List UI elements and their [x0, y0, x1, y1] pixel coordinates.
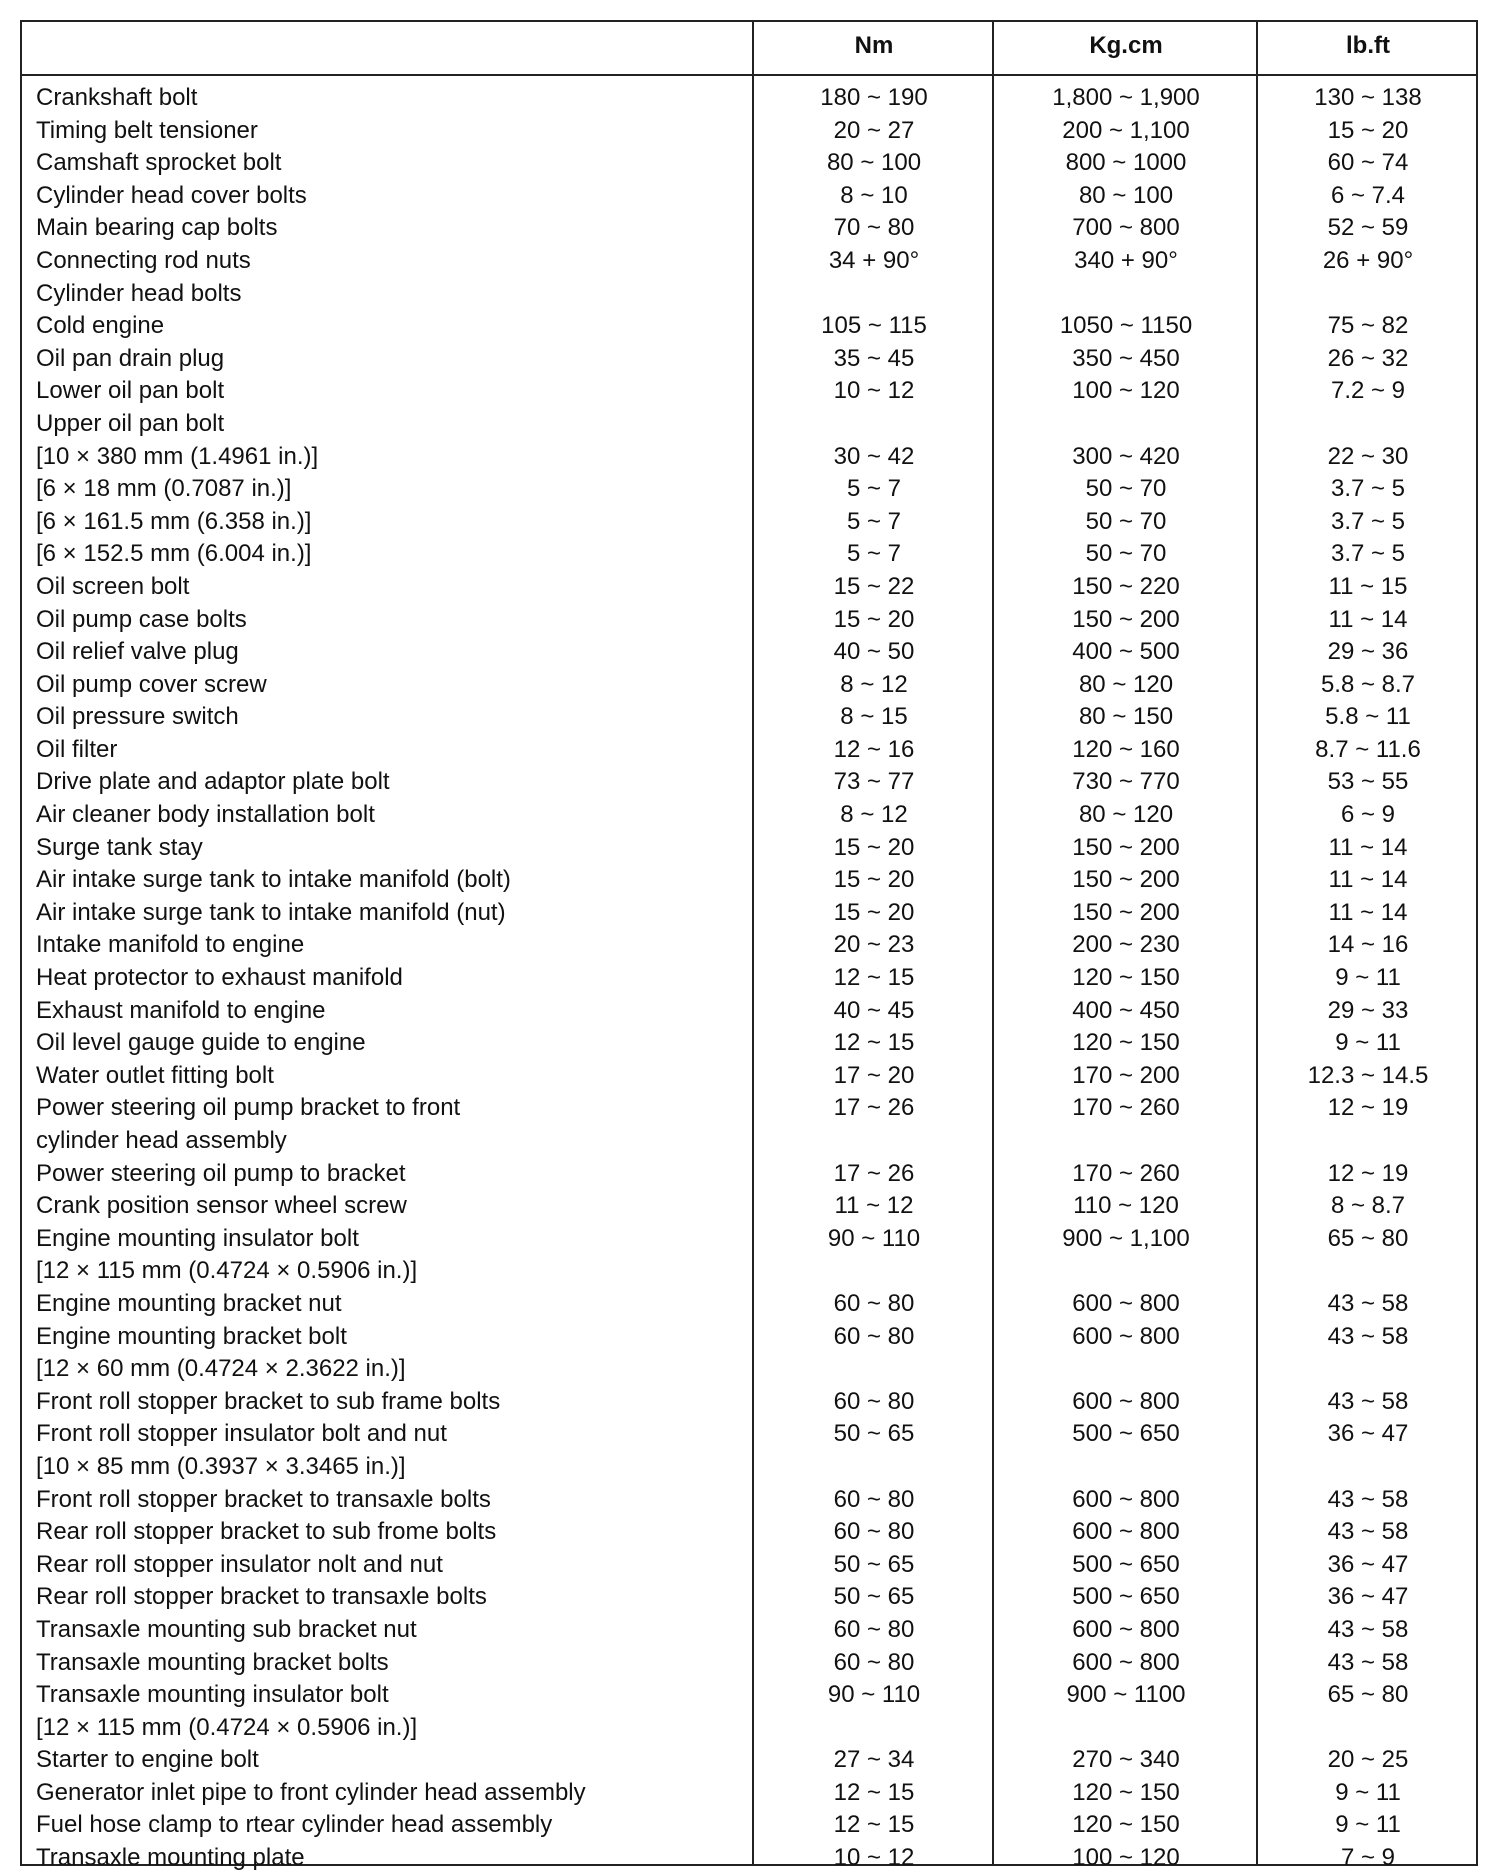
kgcm-value-cell: 800 ~ 1000: [1065, 149, 1187, 177]
item-name-cell: Heat protector to exhaust manifold: [36, 964, 403, 992]
nm-value-cell: 50 ~ 65: [833, 1420, 915, 1448]
lbft-value-cell: [1258, 1125, 1478, 1158]
table-row: [22, 1516, 1476, 1549]
kgcm-value-cell: 730 ~ 770: [1072, 768, 1180, 796]
item-name-cell: [10 × 380 mm (1.4961 in.)]: [36, 442, 319, 470]
nm-value-cell: 8 ~ 10: [840, 181, 908, 209]
table-row: [22, 1549, 1476, 1582]
nm-value-cell: 12 ~ 16: [833, 735, 915, 763]
kgcm-value-cell: 600 ~ 800: [1072, 1322, 1180, 1350]
lbft-value-cell: 12 ~ 19: [1327, 1159, 1409, 1187]
lbft-value-cell: [1258, 1712, 1478, 1745]
lbft-value-cell: 22 ~ 30: [1327, 442, 1409, 470]
kgcm-value-cell: 900 ~ 1,100: [1062, 1224, 1190, 1252]
nm-value-cell: 10 ~ 12: [833, 1844, 915, 1872]
nm-value-cell: [754, 1353, 994, 1386]
nm-value-cell: 5 ~ 7: [846, 475, 902, 503]
lbft-value-cell: 29 ~ 36: [1327, 638, 1409, 666]
table-row: [22, 1190, 1476, 1223]
table-row: [22, 1484, 1476, 1517]
nm-value-cell: 50 ~ 65: [833, 1550, 915, 1578]
kgcm-value-cell: 200 ~ 1,100: [1062, 116, 1190, 144]
kgcm-value-cell: 80 ~ 120: [1078, 670, 1174, 698]
table-row: [22, 441, 1476, 474]
kgcm-value-cell: 340 + 90°: [1074, 246, 1178, 274]
kgcm-value-cell: 120 ~ 150: [1072, 1029, 1180, 1057]
item-name-cell: Air cleaner body installation bolt: [36, 801, 375, 829]
nm-value-cell: 80 ~ 100: [826, 149, 922, 177]
nm-value-cell: 5 ~ 7: [846, 507, 902, 535]
item-name-cell: Timing belt tensioner: [36, 116, 258, 144]
table-row: [22, 1712, 1476, 1745]
table-row: [22, 1451, 1476, 1484]
nm-value-cell: 5 ~ 7: [846, 540, 902, 568]
item-name-cell: Connecting rod nuts: [36, 246, 251, 274]
lbft-value-cell: 11 ~ 15: [1328, 572, 1408, 600]
nm-value-cell: 12 ~ 15: [833, 964, 915, 992]
header-kgcm: Kg.cm: [1089, 32, 1163, 59]
nm-value-cell: 70 ~ 80: [833, 214, 915, 242]
table-row: [22, 734, 1476, 767]
item-name-cell: Front roll stopper insulator bolt and nut: [36, 1420, 447, 1448]
nm-value-cell: 15 ~ 20: [833, 605, 915, 633]
nm-value-cell: [754, 278, 994, 311]
item-name-cell: Transaxle mounting sub bracket nut: [36, 1615, 417, 1643]
kgcm-value-cell: 80 ~ 120: [1078, 801, 1174, 829]
nm-value-cell: 8 ~ 15: [840, 703, 908, 731]
table-row: [22, 1125, 1476, 1158]
nm-value-cell: 60 ~ 80: [833, 1289, 915, 1317]
nm-value-cell: 60 ~ 80: [833, 1648, 915, 1676]
item-name-cell: Power steering oil pump bracket to front: [36, 1094, 461, 1122]
item-name-cell: Drive plate and adaptor plate bolt: [36, 768, 390, 796]
lbft-value-cell: 26 ~ 32: [1327, 344, 1409, 372]
item-name-cell: Oil screen bolt: [36, 572, 190, 600]
nm-value-cell: 15 ~ 22: [833, 572, 915, 600]
nm-value-cell: [754, 1125, 994, 1158]
item-name-cell: Generator inlet pipe to front cylinder head assembly: [36, 1778, 586, 1806]
nm-value-cell: 34 + 90°: [828, 246, 920, 274]
table-row: [22, 408, 1476, 441]
lbft-value-cell: 11 ~ 14: [1328, 605, 1408, 633]
table-row: [22, 1581, 1476, 1614]
table-row: [22, 473, 1476, 506]
item-name-cell: Oil pressure switch: [36, 703, 239, 731]
table-row: [22, 766, 1476, 799]
table-row: [22, 1158, 1476, 1191]
item-name-cell: Front roll stopper bracket to sub frame bolts: [36, 1387, 501, 1415]
lbft-value-cell: 20 ~ 25: [1327, 1746, 1409, 1774]
item-name-cell: Intake manifold to engine: [36, 931, 305, 959]
lbft-value-cell: 43 ~ 58: [1327, 1518, 1409, 1546]
lbft-value-cell: 5.8 ~ 8.7: [1320, 670, 1416, 698]
item-name-cell: Camshaft sprocket bolt: [36, 149, 282, 177]
nm-value-cell: 90 ~ 110: [827, 1681, 921, 1709]
kgcm-value-cell: [994, 278, 1258, 311]
item-name-cell: Oil filter: [36, 735, 118, 763]
item-name-cell: Oil level gauge guide to engine: [36, 1029, 366, 1057]
kgcm-value-cell: 170 ~ 260: [1072, 1159, 1180, 1187]
nm-value-cell: 15 ~ 20: [833, 866, 915, 894]
nm-value-cell: 105 ~ 115: [821, 312, 927, 340]
item-name-cell: Cold engine: [36, 312, 165, 340]
table-row: [22, 538, 1476, 571]
lbft-value-cell: 11 ~ 14: [1328, 898, 1408, 926]
item-name-cell: [12 × 115 mm (0.4724 × 0.5906 in.)]: [36, 1713, 418, 1741]
kgcm-value-cell: 600 ~ 800: [1072, 1615, 1180, 1643]
table-row: [22, 343, 1476, 376]
item-name-cell: Rear roll stopper insulator nolt and nut: [36, 1550, 443, 1578]
item-name-cell: [12 × 115 mm (0.4724 × 0.5906 in.)]: [36, 1257, 418, 1285]
header-nm: Nm: [854, 32, 894, 59]
kgcm-value-cell: [994, 1255, 1258, 1288]
nm-value-cell: 60 ~ 80: [833, 1322, 915, 1350]
kgcm-value-cell: 150 ~ 200: [1072, 866, 1180, 894]
nm-value-cell: 8 ~ 12: [840, 670, 908, 698]
header-lbft: lb.ft: [1346, 32, 1390, 59]
item-name-cell: Crank position sensor wheel screw: [36, 1192, 407, 1220]
item-name-cell: Power steering oil pump to bracket: [36, 1159, 406, 1187]
item-name-cell: Main bearing cap bolts: [36, 214, 278, 242]
kgcm-value-cell: [994, 408, 1258, 441]
lbft-value-cell: 11 ~ 14: [1328, 833, 1408, 861]
nm-value-cell: [754, 1712, 994, 1745]
kgcm-value-cell: 1050 ~ 1150: [1059, 312, 1193, 340]
kgcm-value-cell: 150 ~ 200: [1072, 898, 1180, 926]
kgcm-value-cell: 120 ~ 150: [1072, 1811, 1180, 1839]
item-name-cell: Water outlet fitting bolt: [36, 1061, 274, 1089]
kgcm-value-cell: 200 ~ 230: [1072, 931, 1180, 959]
lbft-value-cell: 52 ~ 59: [1327, 214, 1409, 242]
table-row: [22, 1255, 1476, 1288]
torque-specification-table: [20, 20, 1478, 1872]
item-name-cell: Fuel hose clamp to rtear cylinder head assembly: [36, 1811, 553, 1839]
table-row: [22, 832, 1476, 865]
table-row: [22, 1647, 1476, 1680]
table-row: [22, 1418, 1476, 1451]
nm-value-cell: 17 ~ 26: [833, 1094, 915, 1122]
kgcm-value-cell: [994, 1451, 1258, 1484]
lbft-value-cell: 43 ~ 58: [1327, 1322, 1409, 1350]
item-name-cell: Front roll stopper bracket to transaxle bolts: [36, 1485, 491, 1513]
nm-value-cell: 12 ~ 15: [833, 1811, 915, 1839]
nm-value-cell: [754, 1451, 994, 1484]
table-row: [22, 701, 1476, 734]
lbft-value-cell: 7.2 ~ 9: [1330, 377, 1406, 405]
lbft-value-cell: 3.7 ~ 5: [1330, 475, 1406, 503]
lbft-value-cell: 43 ~ 58: [1327, 1387, 1409, 1415]
kgcm-value-cell: 120 ~ 150: [1072, 964, 1180, 992]
item-name-cell: Transaxle mounting insulator bolt: [36, 1681, 389, 1709]
kgcm-value-cell: 50 ~ 70: [1085, 540, 1167, 568]
lbft-value-cell: 130 ~ 138: [1314, 84, 1422, 111]
item-name-cell: Upper oil pan bolt: [36, 409, 225, 437]
nm-value-cell: 30 ~ 42: [833, 442, 915, 470]
lbft-value-cell: [1258, 408, 1478, 441]
lbft-value-cell: 65 ~ 80: [1327, 1681, 1409, 1709]
lbft-value-cell: 65 ~ 80: [1327, 1224, 1409, 1252]
nm-value-cell: 27 ~ 34: [833, 1746, 915, 1774]
item-name-cell: Lower oil pan bolt: [36, 377, 225, 405]
nm-value-cell: 8 ~ 12: [840, 801, 908, 829]
lbft-value-cell: 43 ~ 58: [1327, 1289, 1409, 1317]
lbft-value-cell: 12 ~ 19: [1327, 1094, 1409, 1122]
table-row: [22, 1321, 1476, 1354]
nm-value-cell: 15 ~ 20: [833, 898, 915, 926]
kgcm-value-cell: 150 ~ 220: [1072, 572, 1180, 600]
nm-value-cell: [754, 408, 994, 441]
lbft-value-cell: 3.7 ~ 5: [1330, 540, 1406, 568]
item-name-cell: Exhaust manifold to engine: [36, 996, 326, 1024]
item-name-cell: Oil pump cover screw: [36, 670, 267, 698]
table-row: [22, 897, 1476, 930]
lbft-value-cell: 53 ~ 55: [1327, 768, 1409, 796]
item-name-cell: Engine mounting bracket bolt: [36, 1322, 347, 1350]
nm-value-cell: 60 ~ 80: [833, 1485, 915, 1513]
table-row: [22, 1614, 1476, 1647]
kgcm-value-cell: 50 ~ 70: [1085, 475, 1167, 503]
nm-value-cell: 90 ~ 110: [827, 1224, 921, 1252]
lbft-value-cell: 60 ~ 74: [1327, 149, 1409, 177]
item-name-cell: Cylinder head cover bolts: [36, 181, 307, 209]
lbft-value-cell: [1258, 1451, 1478, 1484]
item-name-cell: Starter to engine bolt: [36, 1746, 259, 1774]
item-name-cell: Engine mounting insulator bolt: [36, 1224, 359, 1252]
nm-value-cell: 60 ~ 80: [833, 1387, 915, 1415]
lbft-value-cell: 26 + 90°: [1322, 246, 1414, 274]
table-row: [22, 115, 1476, 148]
item-name-cell: [6 × 152.5 mm (6.004 in.)]: [36, 540, 312, 568]
lbft-value-cell: 36 ~ 47: [1327, 1583, 1409, 1611]
kgcm-value-cell: 600 ~ 800: [1072, 1485, 1180, 1513]
kgcm-value-cell: 600 ~ 800: [1072, 1648, 1180, 1676]
kgcm-value-cell: 80 ~ 150: [1078, 703, 1174, 731]
lbft-value-cell: 75 ~ 82: [1327, 312, 1409, 340]
table-row: [22, 1353, 1476, 1386]
nm-value-cell: [754, 1255, 994, 1288]
lbft-value-cell: 43 ~ 58: [1327, 1485, 1409, 1513]
table-row: [22, 1092, 1476, 1125]
lbft-value-cell: 5.8 ~ 11: [1325, 703, 1411, 731]
table-row: [22, 962, 1476, 995]
kgcm-value-cell: 1,800 ~ 1,900: [1052, 84, 1200, 111]
kgcm-value-cell: 400 ~ 500: [1072, 638, 1180, 666]
table-row: [22, 1027, 1476, 1060]
lbft-value-cell: 3.7 ~ 5: [1330, 507, 1406, 535]
lbft-value-cell: 11 ~ 14: [1328, 866, 1408, 894]
kgcm-value-cell: 350 ~ 450: [1072, 344, 1180, 372]
kgcm-value-cell: 100 ~ 120: [1072, 377, 1180, 405]
lbft-value-cell: [1258, 1255, 1478, 1288]
kgcm-value-cell: 120 ~ 150: [1072, 1778, 1180, 1806]
item-name-cell: Transaxle mounting bracket bolts: [36, 1648, 389, 1676]
kgcm-value-cell: 500 ~ 650: [1072, 1550, 1180, 1578]
table-row: [22, 864, 1476, 897]
kgcm-value-cell: 500 ~ 650: [1072, 1583, 1180, 1611]
item-name-cell: Crankshaft bolt: [36, 84, 198, 111]
item-name-cell: Cylinder head bolts: [36, 279, 242, 307]
nm-value-cell: 60 ~ 80: [833, 1518, 915, 1546]
item-name-cell: Surge tank stay: [36, 833, 203, 861]
item-name-cell: [12 × 60 mm (0.4724 × 2.3622 in.)]: [36, 1355, 406, 1383]
kgcm-value-cell: 700 ~ 800: [1072, 214, 1180, 242]
table-row: [22, 1386, 1476, 1419]
table-row: [22, 506, 1476, 539]
lbft-value-cell: 29 ~ 33: [1327, 996, 1409, 1024]
nm-value-cell: 11 ~ 12: [834, 1192, 914, 1220]
nm-value-cell: 40 ~ 50: [833, 638, 915, 666]
table-row: [22, 1744, 1476, 1777]
lbft-value-cell: 6 ~ 7.4: [1330, 181, 1406, 209]
item-name-cell: [10 × 85 mm (0.3937 × 3.3465 in.)]: [36, 1452, 406, 1480]
lbft-value-cell: 9 ~ 11: [1335, 1811, 1401, 1839]
kgcm-value-cell: 110 ~ 120: [1073, 1192, 1179, 1220]
table-row: [22, 147, 1476, 180]
item-name-cell: Rear roll stopper bracket to transaxle bolts: [36, 1583, 487, 1611]
table-row: [22, 604, 1476, 637]
item-name-cell: [6 × 161.5 mm (6.358 in.)]: [36, 507, 312, 535]
kgcm-value-cell: [994, 1712, 1258, 1745]
kgcm-value-cell: 400 ~ 450: [1072, 996, 1180, 1024]
lbft-value-cell: 8 ~ 8.7: [1330, 1192, 1406, 1220]
nm-value-cell: 17 ~ 26: [833, 1159, 915, 1187]
kgcm-value-cell: 900 ~ 1100: [1066, 1681, 1186, 1709]
kgcm-value-cell: [994, 1125, 1258, 1158]
item-name-cell: Oil relief valve plug: [36, 638, 239, 666]
nm-value-cell: 40 ~ 45: [833, 996, 915, 1024]
nm-value-cell: 20 ~ 27: [833, 116, 915, 144]
item-name-cell: Oil pan drain plug: [36, 344, 225, 372]
lbft-value-cell: 36 ~ 47: [1327, 1550, 1409, 1578]
table-row: [22, 82, 1476, 115]
nm-value-cell: 73 ~ 77: [833, 768, 915, 796]
table-row: [22, 1060, 1476, 1093]
kgcm-value-cell: 150 ~ 200: [1072, 833, 1180, 861]
nm-value-cell: 10 ~ 12: [833, 377, 915, 405]
table-row: [22, 310, 1476, 343]
table-row: [22, 1777, 1476, 1810]
kgcm-value-cell: 270 ~ 340: [1072, 1746, 1180, 1774]
kgcm-value-cell: 170 ~ 260: [1072, 1094, 1180, 1122]
nm-value-cell: 15 ~ 20: [833, 833, 915, 861]
nm-value-cell: 50 ~ 65: [833, 1583, 915, 1611]
lbft-value-cell: [1258, 1353, 1478, 1386]
lbft-value-cell: 9 ~ 11: [1335, 964, 1401, 992]
lbft-value-cell: 43 ~ 58: [1327, 1615, 1409, 1643]
item-name-cell: Engine mounting bracket nut: [36, 1289, 342, 1317]
lbft-value-cell: 14 ~ 16: [1327, 931, 1409, 959]
lbft-value-cell: 8.7 ~ 11.6: [1315, 735, 1421, 763]
nm-value-cell: 17 ~ 20: [833, 1061, 915, 1089]
kgcm-value-cell: 100 ~ 120: [1072, 1844, 1180, 1872]
lbft-value-cell: 36 ~ 47: [1327, 1420, 1409, 1448]
table-row: [22, 212, 1476, 245]
kgcm-value-cell: 150 ~ 200: [1072, 605, 1180, 633]
nm-value-cell: 12 ~ 15: [833, 1778, 915, 1806]
lbft-value-cell: 9 ~ 11: [1335, 1029, 1401, 1057]
lbft-value-cell: 43 ~ 58: [1327, 1648, 1409, 1676]
header-item: [22, 22, 754, 74]
table-row: [22, 1679, 1476, 1712]
kgcm-value-cell: 80 ~ 100: [1078, 181, 1174, 209]
kgcm-value-cell: 50 ~ 70: [1085, 507, 1167, 535]
table-row: [22, 1809, 1476, 1842]
item-name-cell: [6 × 18 mm (0.7087 in.)]: [36, 475, 292, 503]
kgcm-value-cell: 500 ~ 650: [1072, 1420, 1180, 1448]
item-name-cell: Air intake surge tank to intake manifold (bolt): [36, 866, 511, 894]
table-row: [22, 1842, 1476, 1875]
nm-value-cell: 180 ~ 190: [820, 84, 928, 111]
nm-value-cell: 60 ~ 80: [833, 1615, 915, 1643]
item-name-cell: cylinder head assembly: [36, 1127, 287, 1154]
lbft-value-cell: [1258, 278, 1478, 311]
nm-value-cell: 20 ~ 23: [833, 931, 915, 959]
table-row: [22, 669, 1476, 702]
nm-value-cell: 35 ~ 45: [833, 344, 915, 372]
table-row: [22, 245, 1476, 278]
table-body: [22, 82, 1476, 1875]
lbft-value-cell: 6 ~ 9: [1340, 801, 1396, 829]
table-row: [22, 995, 1476, 1028]
table-row: [22, 278, 1476, 311]
lbft-value-cell: 12.3 ~ 14.5: [1307, 1061, 1429, 1089]
lbft-value-cell: 15 ~ 20: [1327, 116, 1409, 144]
lbft-value-cell: 7 ~ 9: [1340, 1844, 1396, 1872]
item-name-cell: Rear roll stopper bracket to sub frome bolts: [36, 1518, 497, 1546]
kgcm-value-cell: [994, 1353, 1258, 1386]
table-row: [22, 929, 1476, 962]
kgcm-value-cell: 600 ~ 800: [1072, 1518, 1180, 1546]
item-name-cell: Transaxle mounting plate: [36, 1844, 305, 1872]
item-name-cell: Oil pump case bolts: [36, 605, 247, 633]
kgcm-value-cell: 600 ~ 800: [1072, 1387, 1180, 1415]
lbft-value-cell: 9 ~ 11: [1335, 1778, 1401, 1806]
item-name-cell: Air intake surge tank to intake manifold (nut): [36, 898, 506, 926]
nm-value-cell: 12 ~ 15: [833, 1029, 915, 1057]
kgcm-value-cell: 120 ~ 160: [1072, 735, 1180, 763]
table-row: [22, 180, 1476, 213]
table-row: [22, 1288, 1476, 1321]
table-row: [22, 1223, 1476, 1256]
table-row: [22, 375, 1476, 408]
table-row: [22, 799, 1476, 832]
kgcm-value-cell: 600 ~ 800: [1072, 1289, 1180, 1317]
table-row: [22, 636, 1476, 669]
kgcm-value-cell: 300 ~ 420: [1072, 442, 1180, 470]
table-row: [22, 571, 1476, 604]
kgcm-value-cell: 170 ~ 200: [1072, 1061, 1180, 1089]
